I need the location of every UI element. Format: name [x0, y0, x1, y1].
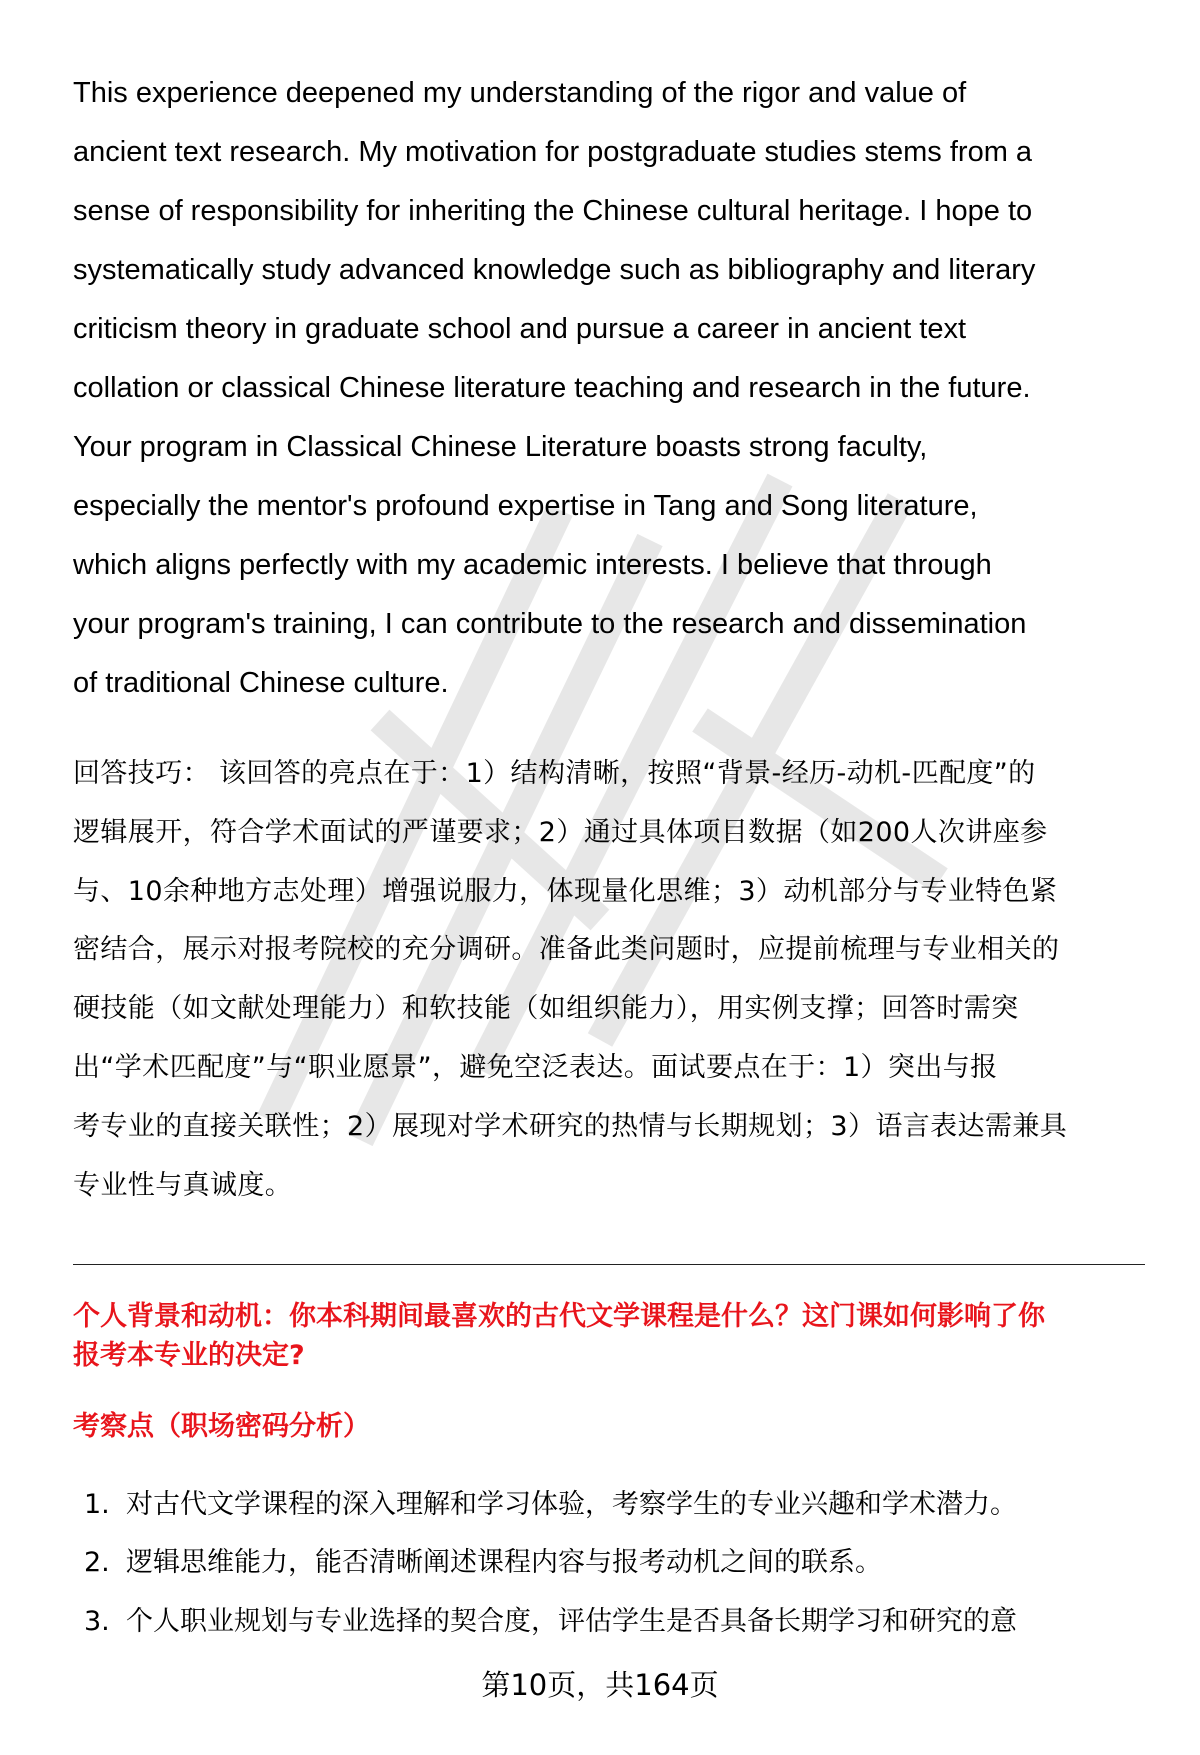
paragraph-line: your program's training, I can contribute to the research and dissemination — [73, 608, 1027, 640]
question-heading-line-2: 报考本专业的决定? — [73, 1340, 305, 1371]
tips-line: 逻辑展开，符合学术面试的严谨要求；2）通过具体项目数据（如200人次讲座参 — [73, 816, 1048, 848]
list-number: 3. — [84, 1606, 110, 1637]
list-text: 个人职业规划与专业选择的契合度，评估学生是否具备长期学习和研究的意 — [126, 1606, 1017, 1637]
assessment-heading: 考察点（职场密码分析） — [73, 1411, 370, 1442]
list-number: 1. — [84, 1489, 110, 1520]
paragraph-line: which aligns perfectly with my academic interests. I believe that through — [73, 549, 992, 581]
tips-line: 硬技能（如文献处理能力）和软技能（如组织能力），用实例支撑；回答时需突 — [73, 993, 1019, 1025]
tips-line: 出“学术匹配度”与“职业愿景”，避免空泛表达。面试要点在于：1）突出与报 — [73, 1052, 998, 1083]
paragraph-line: systematically study advanced knowledge such as bibliography and literary — [73, 254, 1036, 286]
list-number: 2. — [84, 1547, 110, 1578]
list-item — [84, 1605, 1017, 1639]
list-item — [84, 1546, 882, 1580]
paragraph-line: This experience deepened my understanding of the rigor and value of — [73, 77, 967, 109]
page-number: 第10页，共164页 — [481, 1668, 719, 1702]
paragraph-line: collation or classical Chinese literature teaching and research in the future. — [73, 372, 1031, 404]
paragraph-line: sense of responsibility for inheriting the Chinese cultural heritage. I hope to — [73, 195, 1033, 227]
tips-line: 回答技巧： 该回答的亮点在于：1）结构清晰，按照“背景-经历-动机-匹配度”的 — [73, 758, 1036, 789]
list-item — [84, 1488, 1017, 1522]
paragraph-line: especially the mentor's profound expertise in Tang and Song literature, — [73, 490, 978, 522]
paragraph-line: ancient text research. My motivation for postgraduate studies stems from a — [73, 136, 1033, 168]
list-text: 对古代文学课程的深入理解和学习体验，考察学生的专业兴趣和学术潜力。 — [126, 1489, 1017, 1520]
tips-line: 与、10余种地方志处理）增强说服力，体现量化思维；3）动机部分与专业特色紧 — [73, 875, 1058, 907]
tips-line: 考专业的直接关联性；2）展现对学术研究的热情与长期规划；3）语言表达需兼具 — [73, 1110, 1068, 1142]
list-text: 逻辑思维能力，能否清晰阐述课程内容与报考动机之间的联系。 — [126, 1547, 882, 1578]
paragraph-line: criticism theory in graduate school and pursue a career in ancient text — [73, 313, 967, 345]
paragraph-line: Your program in Classical Chinese Literature boasts strong faculty, — [73, 431, 928, 463]
question-heading-line-1: 个人背景和动机：你本科期间最喜欢的古代文学课程是什么？这门课如何影响了你 — [73, 1301, 1045, 1332]
paragraph-line: of traditional Chinese culture. — [73, 667, 449, 699]
tips-line: 密结合，展示对报考院校的充分调研。准备此类问题时，应提前梳理与专业相关的 — [73, 934, 1060, 966]
tips-line: 专业性与真诚度。 — [73, 1169, 293, 1201]
section-divider — [73, 1264, 1145, 1265]
